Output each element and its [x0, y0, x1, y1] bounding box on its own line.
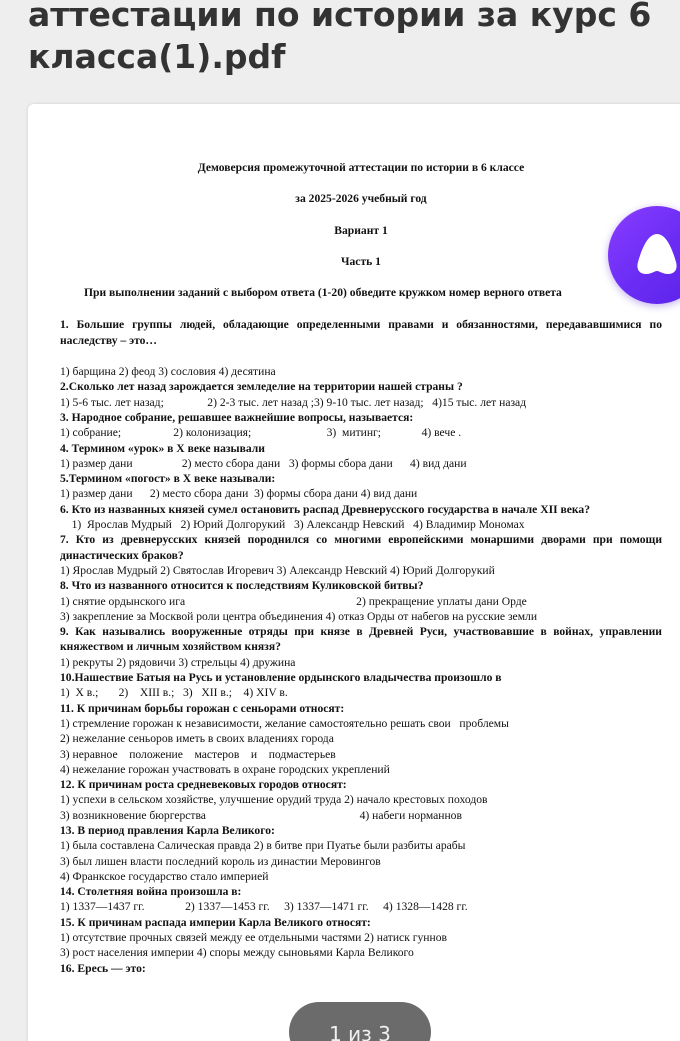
- doc-header-year: за 2025-2026 учебный год: [295, 192, 427, 206]
- answer-options: 1) успехи в сельском хозяйстве, улучшение орудий труда 2) начало крестовых походов: [60, 793, 488, 807]
- question-text: 12. К причинам роста средневековых городов относят:: [60, 778, 347, 792]
- doc-header-title: Демоверсия промежуточной аттестации по истории в 6 классе: [197, 161, 525, 174]
- question-text: 15. К причинам распада империи Карла Великого относят:: [60, 915, 371, 929]
- doc-variant: Вариант 1: [334, 223, 388, 237]
- answer-options: 3) был лишен власти последний король из династии Меровингов: [60, 854, 381, 868]
- question-text: 3. Народное собрание, решавшее важнейшие вопросы, называется:: [60, 410, 414, 424]
- answer-options: 1) 1337—1437 гг. 2) 1337—1453 гг. 3) 1337—1471 гг. 4) 1328—1428 гг.: [60, 900, 468, 914]
- answer-options: 3) рост населения империи 4) споры между сыновьями Карла Великого: [60, 946, 414, 960]
- answer-options: 1) снятие ордынского ига 2) прекращение уплаты дани Орде: [60, 594, 527, 608]
- answer-options: 4) нежелание горожан участвовать в охране городских укреплений: [60, 762, 390, 776]
- answer-options: 1) отсутствие прочных связей между ее отдельными частями 2) натиск гуннов: [60, 931, 447, 945]
- answer-options: 1) рекруты 2) рядовичи 3) стрельцы 4) дружина: [60, 655, 296, 669]
- question-list: [60, 317, 662, 975]
- question-text: 9. Как назывались вооруженные отряды при князе в Древней Руси, участвовавшие в войнах, управлении княжеством и личным хозяйством князя?: [60, 625, 662, 654]
- answer-options: 1) собрание; 2) колонизация; 3) митинг; 4) вече .: [60, 426, 462, 440]
- page-content: [60, 160, 662, 976]
- doc-part: Часть 1: [341, 254, 381, 268]
- answer-options: 3) закрепление за Москвой роли центра объединения 4) отказ Орды от набегов на русские земли: [60, 609, 538, 623]
- doc-instruction: При выполнении заданий с выбором ответа (1-20) обведите кружком номер верного ответа: [84, 286, 562, 300]
- question-text: 2.Сколько лет назад зарождается земледелие на территории нашей страны ?: [60, 380, 463, 394]
- file-title: аттестации по истории за курс 6 класса(1).pdf: [28, 0, 652, 76]
- answer-options: 1) X в.; 2) XIII в.; 3) XII в.; 4) XIV в.: [60, 686, 288, 700]
- question-text: 6. Кто из названных князей сумел остановить распад Древнерусского государства в начале XII века?: [60, 502, 591, 516]
- question-text: 5.Термином «погост» в X веке называли:: [60, 472, 276, 486]
- answer-options: 1) Ярослав Мудрый 2) Юрий Долгорукий 3) Александр Невский 4) Владимир Мономах: [60, 518, 525, 532]
- answer-options: 1) размер дани 2) место сбора дани 3) формы сбора дани 4) вид дани: [60, 456, 467, 470]
- pdf-page[interactable]: [28, 104, 680, 1041]
- question-text: 8. Что из названного относится к последствиям Куликовской битвы?: [60, 579, 424, 593]
- question-text: 1. Большие группы людей, обладающие определенными правами и обязанностями, передававшимися по наследству – это…: [60, 318, 662, 347]
- question-text: 10.Нашествие Батыя на Русь и установление ордынского владычества произошло в: [60, 671, 502, 685]
- answer-options: 4) Франкское государство стало империей: [60, 869, 269, 883]
- answer-options: 1) была составлена Салическая правда 2) в битве при Пуатье были разбиты арабы: [60, 839, 466, 853]
- question-text: 16. Ересь — это:: [60, 961, 146, 975]
- answer-options: 1) стремление горожан к независимости, желание самостоятельно решать свои проблемы: [60, 716, 509, 730]
- question-text: 13. В период правления Карла Великого:: [60, 823, 275, 837]
- answer-options: 3) неравное положение мастеров и подмастерьев: [60, 747, 336, 761]
- answer-options: 3) возникновение бюргерства 4) набеги норманнов: [60, 808, 462, 822]
- page-indicator: 1 из 3: [289, 1002, 431, 1041]
- answer-options: 1) 5-6 тыс. лет назад; 2) 2-3 тыс. лет назад ;3) 9-10 тыс. лет назад; 4)15 тыс. лет назад: [60, 395, 527, 409]
- question-text: 7. Кто из древнерусских князей породнился со многими европейскими монаршими дворами при помощи династических браков?: [60, 533, 662, 562]
- question-text: 4. Термином «урок» в X веке называли: [60, 441, 265, 455]
- answer-options: 1) Ярослав Мудрый 2) Святослав Игоревич 3) Александр Невский 4) Юрий Долгорукий: [60, 563, 495, 577]
- alice-icon: [628, 226, 680, 284]
- answer-options: 1) барщина 2) феод 3) сословия 4) десятина: [60, 365, 276, 379]
- answer-options: 2) нежелание сеньоров иметь в своих владениях города: [60, 732, 334, 746]
- question-text: 11. К причинам борьбы горожан с сеньорами относят:: [60, 701, 345, 715]
- question-text: 14. Столетняя война произошла в:: [60, 885, 242, 899]
- answer-options: 1) размер дани 2) место сбора дани 3) формы сбора дани 4) вид дани: [60, 487, 418, 501]
